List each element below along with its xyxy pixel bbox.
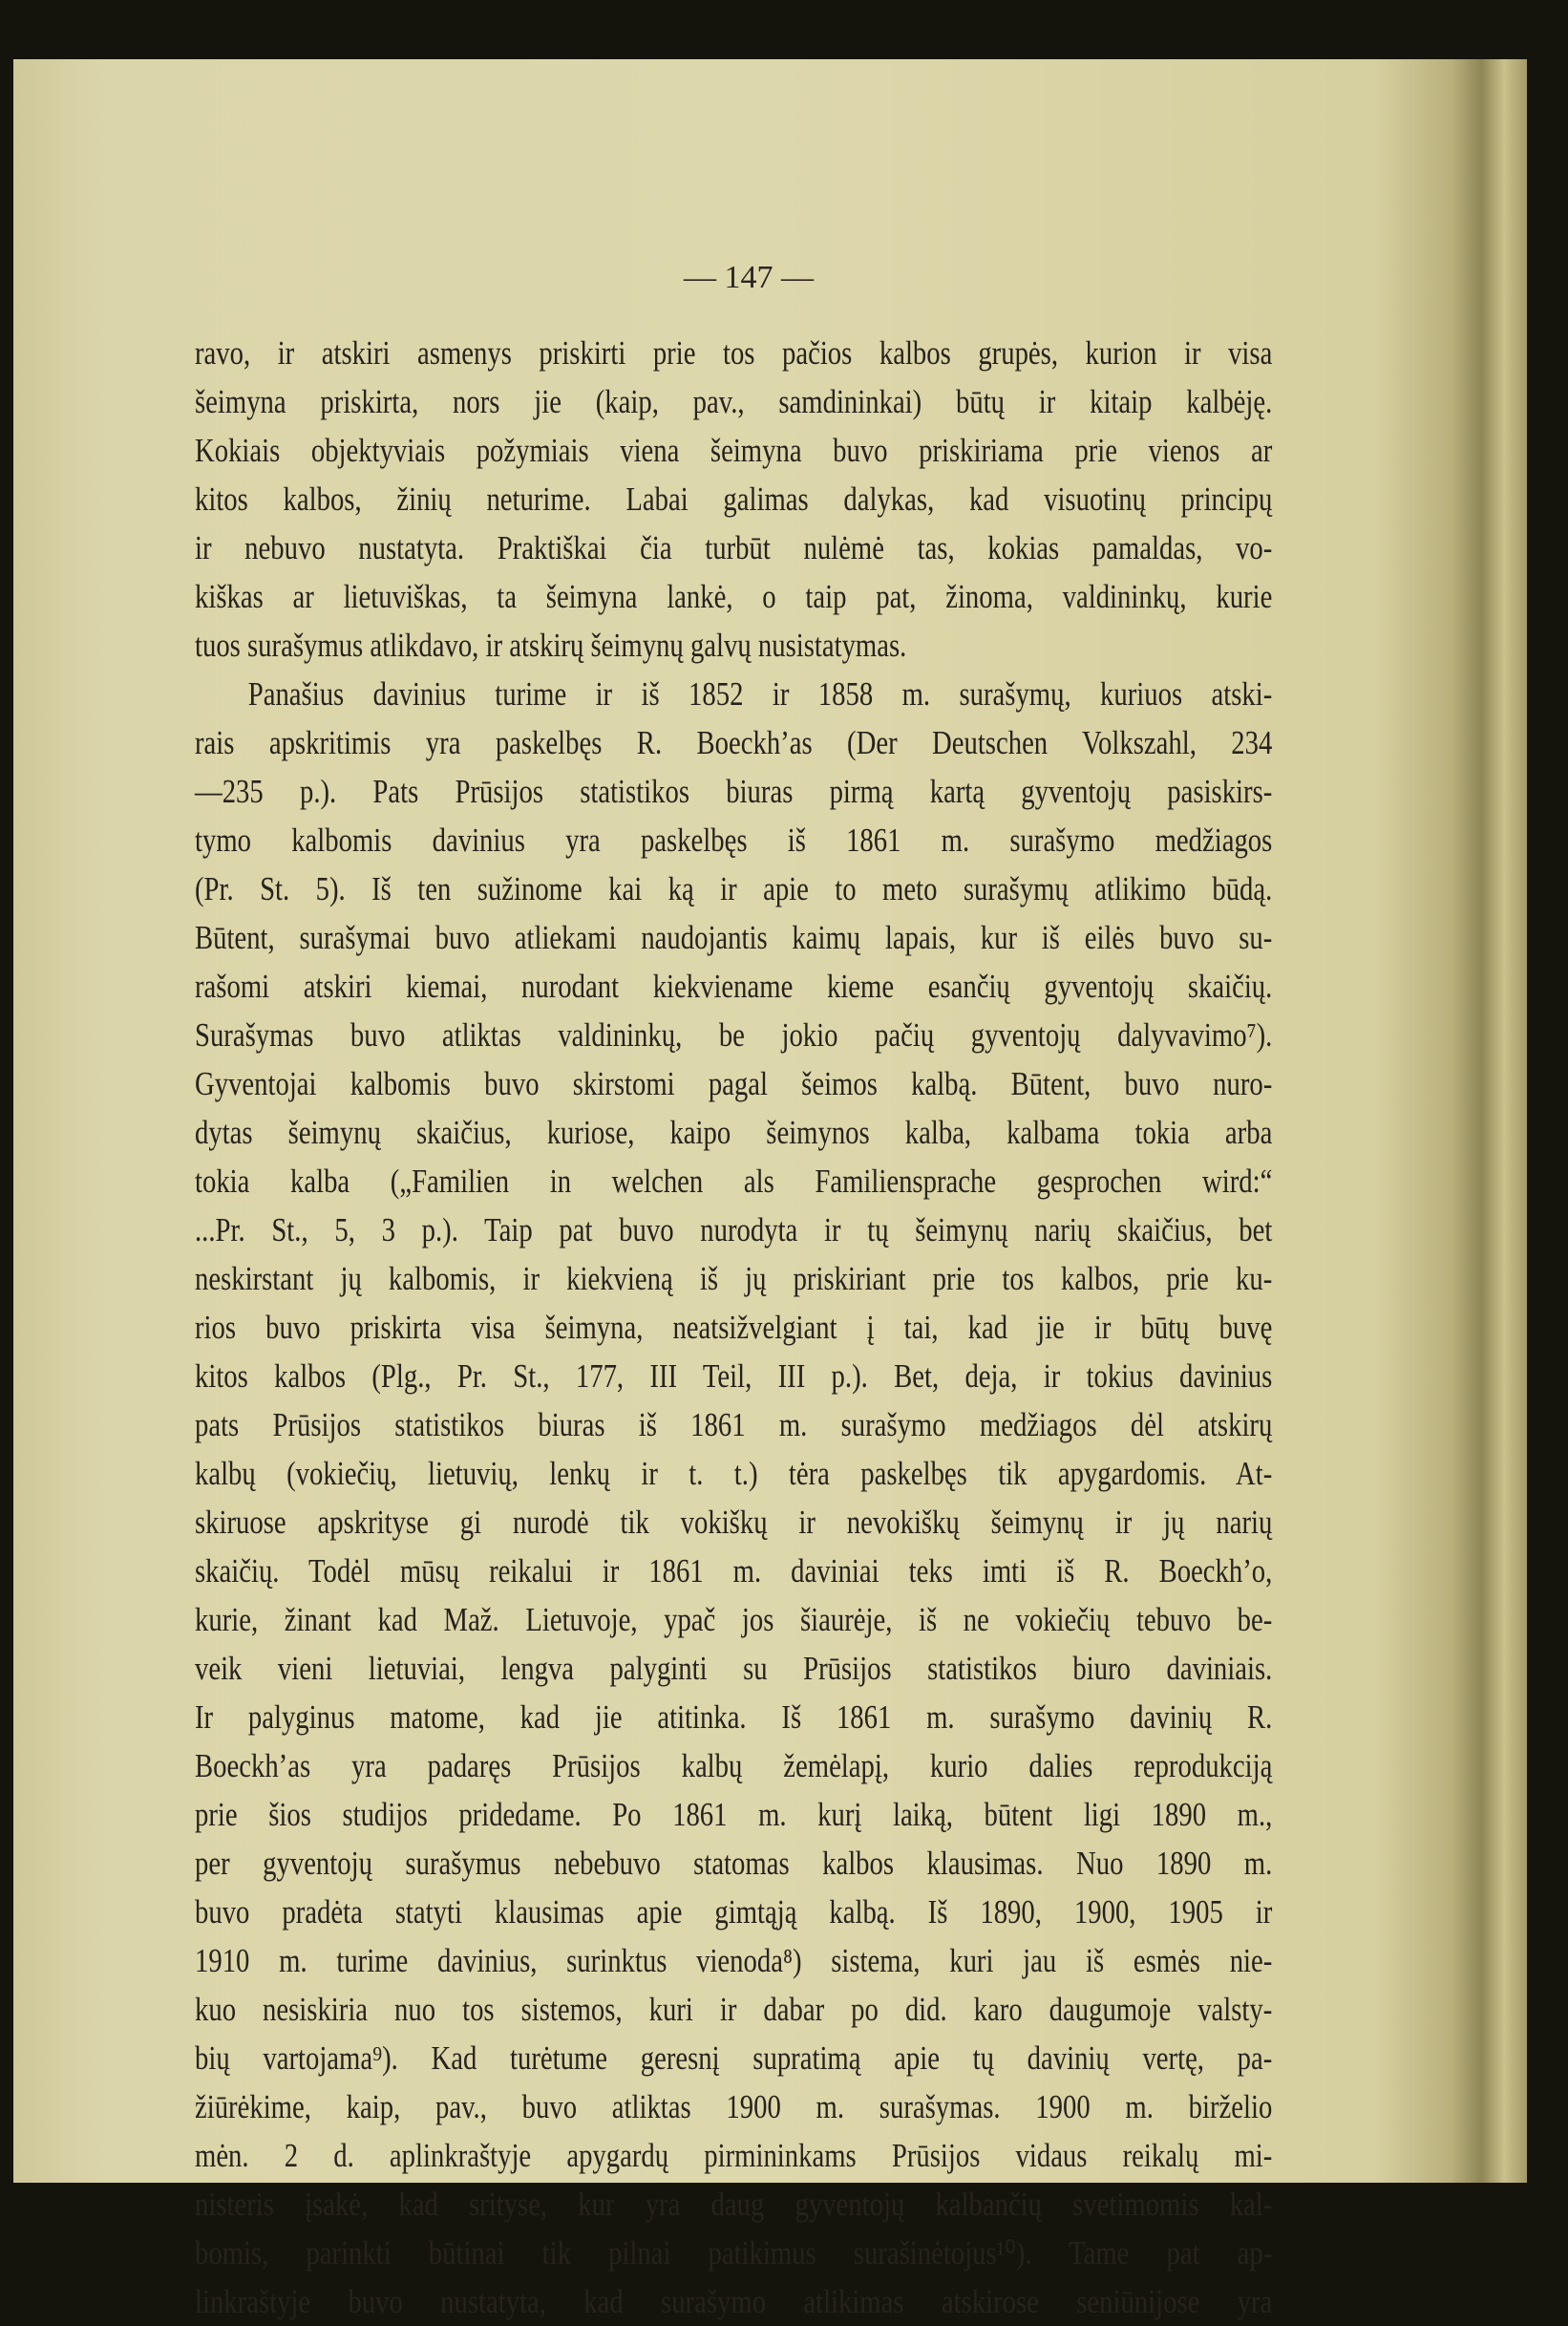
text-line: skaičių. Todėl mūsų reikalui ir 1861 m. daviniai teks imti iš R. Boeckh’o, [195, 1552, 1273, 1590]
text-line: kitos kalbos (Plg., Pr. St., 177, III Teil, III p.). Bet, deja, ir tokius davinius [195, 1357, 1273, 1395]
text-line: Panašius davinius turime ir iš 1852 ir 1858 m. surašymų, kuriuos atski- [247, 675, 1273, 713]
text-line: Ir palyginus matome, kad jie atitinka. Iš 1861 m. surašymo davinių R. [195, 1698, 1273, 1736]
text-line: šeimyna priskirta, nors jie (kaip, pav., samdininkai) būtų ir kitaip kalbėję. [195, 383, 1273, 420]
text-line: rais apskritimis yra paskelbęs R. Boeckh’as (Der Deutschen Volkszahl, 234 [195, 724, 1273, 761]
body-text [195, 329, 1509, 2326]
text-line: linkraštyje buvo nustatyta, kad surašymo atlikimas atskirose seniūnijose yra [195, 2283, 1273, 2320]
text-line: Kokiais objektyviais požymiais viena šeimyna buvo priskiriama prie vienos ar [195, 432, 1273, 469]
text-line: Gyventojai kalbomis buvo skirstomi pagal šeimos kalbą. Būtent, buvo nuro- [195, 1065, 1273, 1102]
text-line: pats Prūsijos statistikos biuras iš 1861 m. surašymo medžiagos dėl atskirų [195, 1406, 1273, 1443]
text-line: nisteris įsakė, kad srityse, kur yra daug gyventojų kalbančių svetimomis kal- [195, 2186, 1273, 2223]
text-line: neskirstant jų kalbomis, ir kiekvieną iš jų priskiriant prie tos kalbos, prie ku- [195, 1260, 1273, 1297]
text-line: tuos surašymus atlikdavo, ir atskirų šeimynų galvų nusistatymas. [195, 627, 907, 664]
text-line: prie šios studijos pridedame. Po 1861 m. kurį laiką, būtent ligi 1890 m., [195, 1796, 1273, 1833]
text-line: žiūrėkime, kaip, pav., buvo atliktas 1900 m. surašymas. 1900 m. birželio [195, 2088, 1273, 2125]
text-line: Boeckh’as yra padaręs Prūsijos kalbų žemėlapį, kurio dalies reprodukciją [195, 1747, 1273, 1784]
text-line: kurie, žinant kad Maž. Lietuvoje, ypač jos šiaurėje, iš ne vokiečių tebuvo be- [195, 1601, 1273, 1638]
text-line: kalbų (vokiečių, lietuvių, lenkų ir t. t.) tėra paskelbęs tik apygardomis. At- [195, 1455, 1273, 1492]
text-line: buvo pradėta statyti klausimas apie gimtąją kalbą. Iš 1890, 1900, 1905 ir [195, 1893, 1273, 1931]
book-page [13, 59, 1527, 2320]
text-line: tymo kalbomis davinius yra paskelbęs iš 1861 m. surašymo medžiagos [195, 822, 1273, 859]
text-line: kiškas ar lietuviškas, ta šeimyna lankė, o taip pat, žinoma, valdininkų, kurie [195, 578, 1273, 615]
text-line: dytas šeimynų skaičius, kuriose, kaipo šeimynos kalba, kalbama tokia arba [195, 1114, 1273, 1151]
text-line: ir nebuvo nustatyta. Praktiškai čia turbūt nulėmė tas, kokias pamaldas, vo- [195, 529, 1273, 566]
text-line: kitos kalbos, žinių neturime. Labai galimas dalykas, kad visuotinų principų [195, 480, 1273, 518]
text-line: per gyventojų surašymus nebebuvo statomas kalbos klausimas. Nuo 1890 m. [195, 1845, 1273, 1882]
text-line: bių vartojama⁹). Kad turėtume geresnį supratimą apie tų davinių vertę, pa- [195, 2039, 1273, 2077]
text-line: skiruose apskrityse gi nurodė tik vokiškų ir nevokiškų šeimynų ir jų narių [195, 1504, 1273, 1541]
text-line: ravo, ir atskiri asmenys priskirti prie tos pačios kalbos grupės, kurion ir visa [195, 334, 1273, 372]
text-line: 1910 m. turime davinius, surinktus vienoda⁸) sistema, kuri jau iš esmės nie- [195, 1942, 1273, 1979]
text-line: bomis, parinkti būtinai tik pilnai patikimus surašinėtojus¹⁰). Tame pat ap- [195, 2234, 1273, 2272]
text-line: veik vieni lietuviai, lengva palyginti su Prūsijos statistikos biuro daviniais. [195, 1650, 1273, 1687]
text-line: —235 p.). Pats Prūsijos statistikos biuras pirmą kartą gyventojų pasiskirs- [195, 773, 1273, 810]
text-line: rios buvo priskirta visa šeimyna, neatsižvelgiant į tai, kad jie ir būtų buvę [195, 1309, 1273, 1346]
text-line: tokia kalba („Familien in welchen als Familiensprache gesprochen wird:“ [195, 1163, 1273, 1200]
page-number: — 147 — [684, 260, 814, 295]
text-line: Surašymas buvo atliktas valdininkų, be jokio pačių gyventojų dalyvavimo⁷). [195, 1016, 1273, 1054]
text-line: mėn. 2 d. aplinkraštyje apygardų pirmininkams Prūsijos vidaus reikalų mi- [195, 2137, 1273, 2174]
text-line: kuo nesiskiria nuo tos sistemos, kuri ir dabar po did. karo daugumoje valsty- [195, 1991, 1273, 2028]
text-line: Būtent, surašymai buvo atliekami naudojantis kaimų lapais, kur iš eilės buvo su- [195, 919, 1273, 956]
text-line: rašomi atskiri kiemai, nurodant kiekviename kieme esančių gyventojų skaičių. [195, 968, 1273, 1005]
text-line: (Pr. St. 5). Iš ten sužinome kai ką ir apie to meto surašymų atlikimo būdą. [195, 870, 1273, 907]
text-line: ...Pr. St., 5, 3 p.). Taip pat buvo nurodyta ir tų šeimynų narių skaičius, bet [195, 1211, 1273, 1248]
